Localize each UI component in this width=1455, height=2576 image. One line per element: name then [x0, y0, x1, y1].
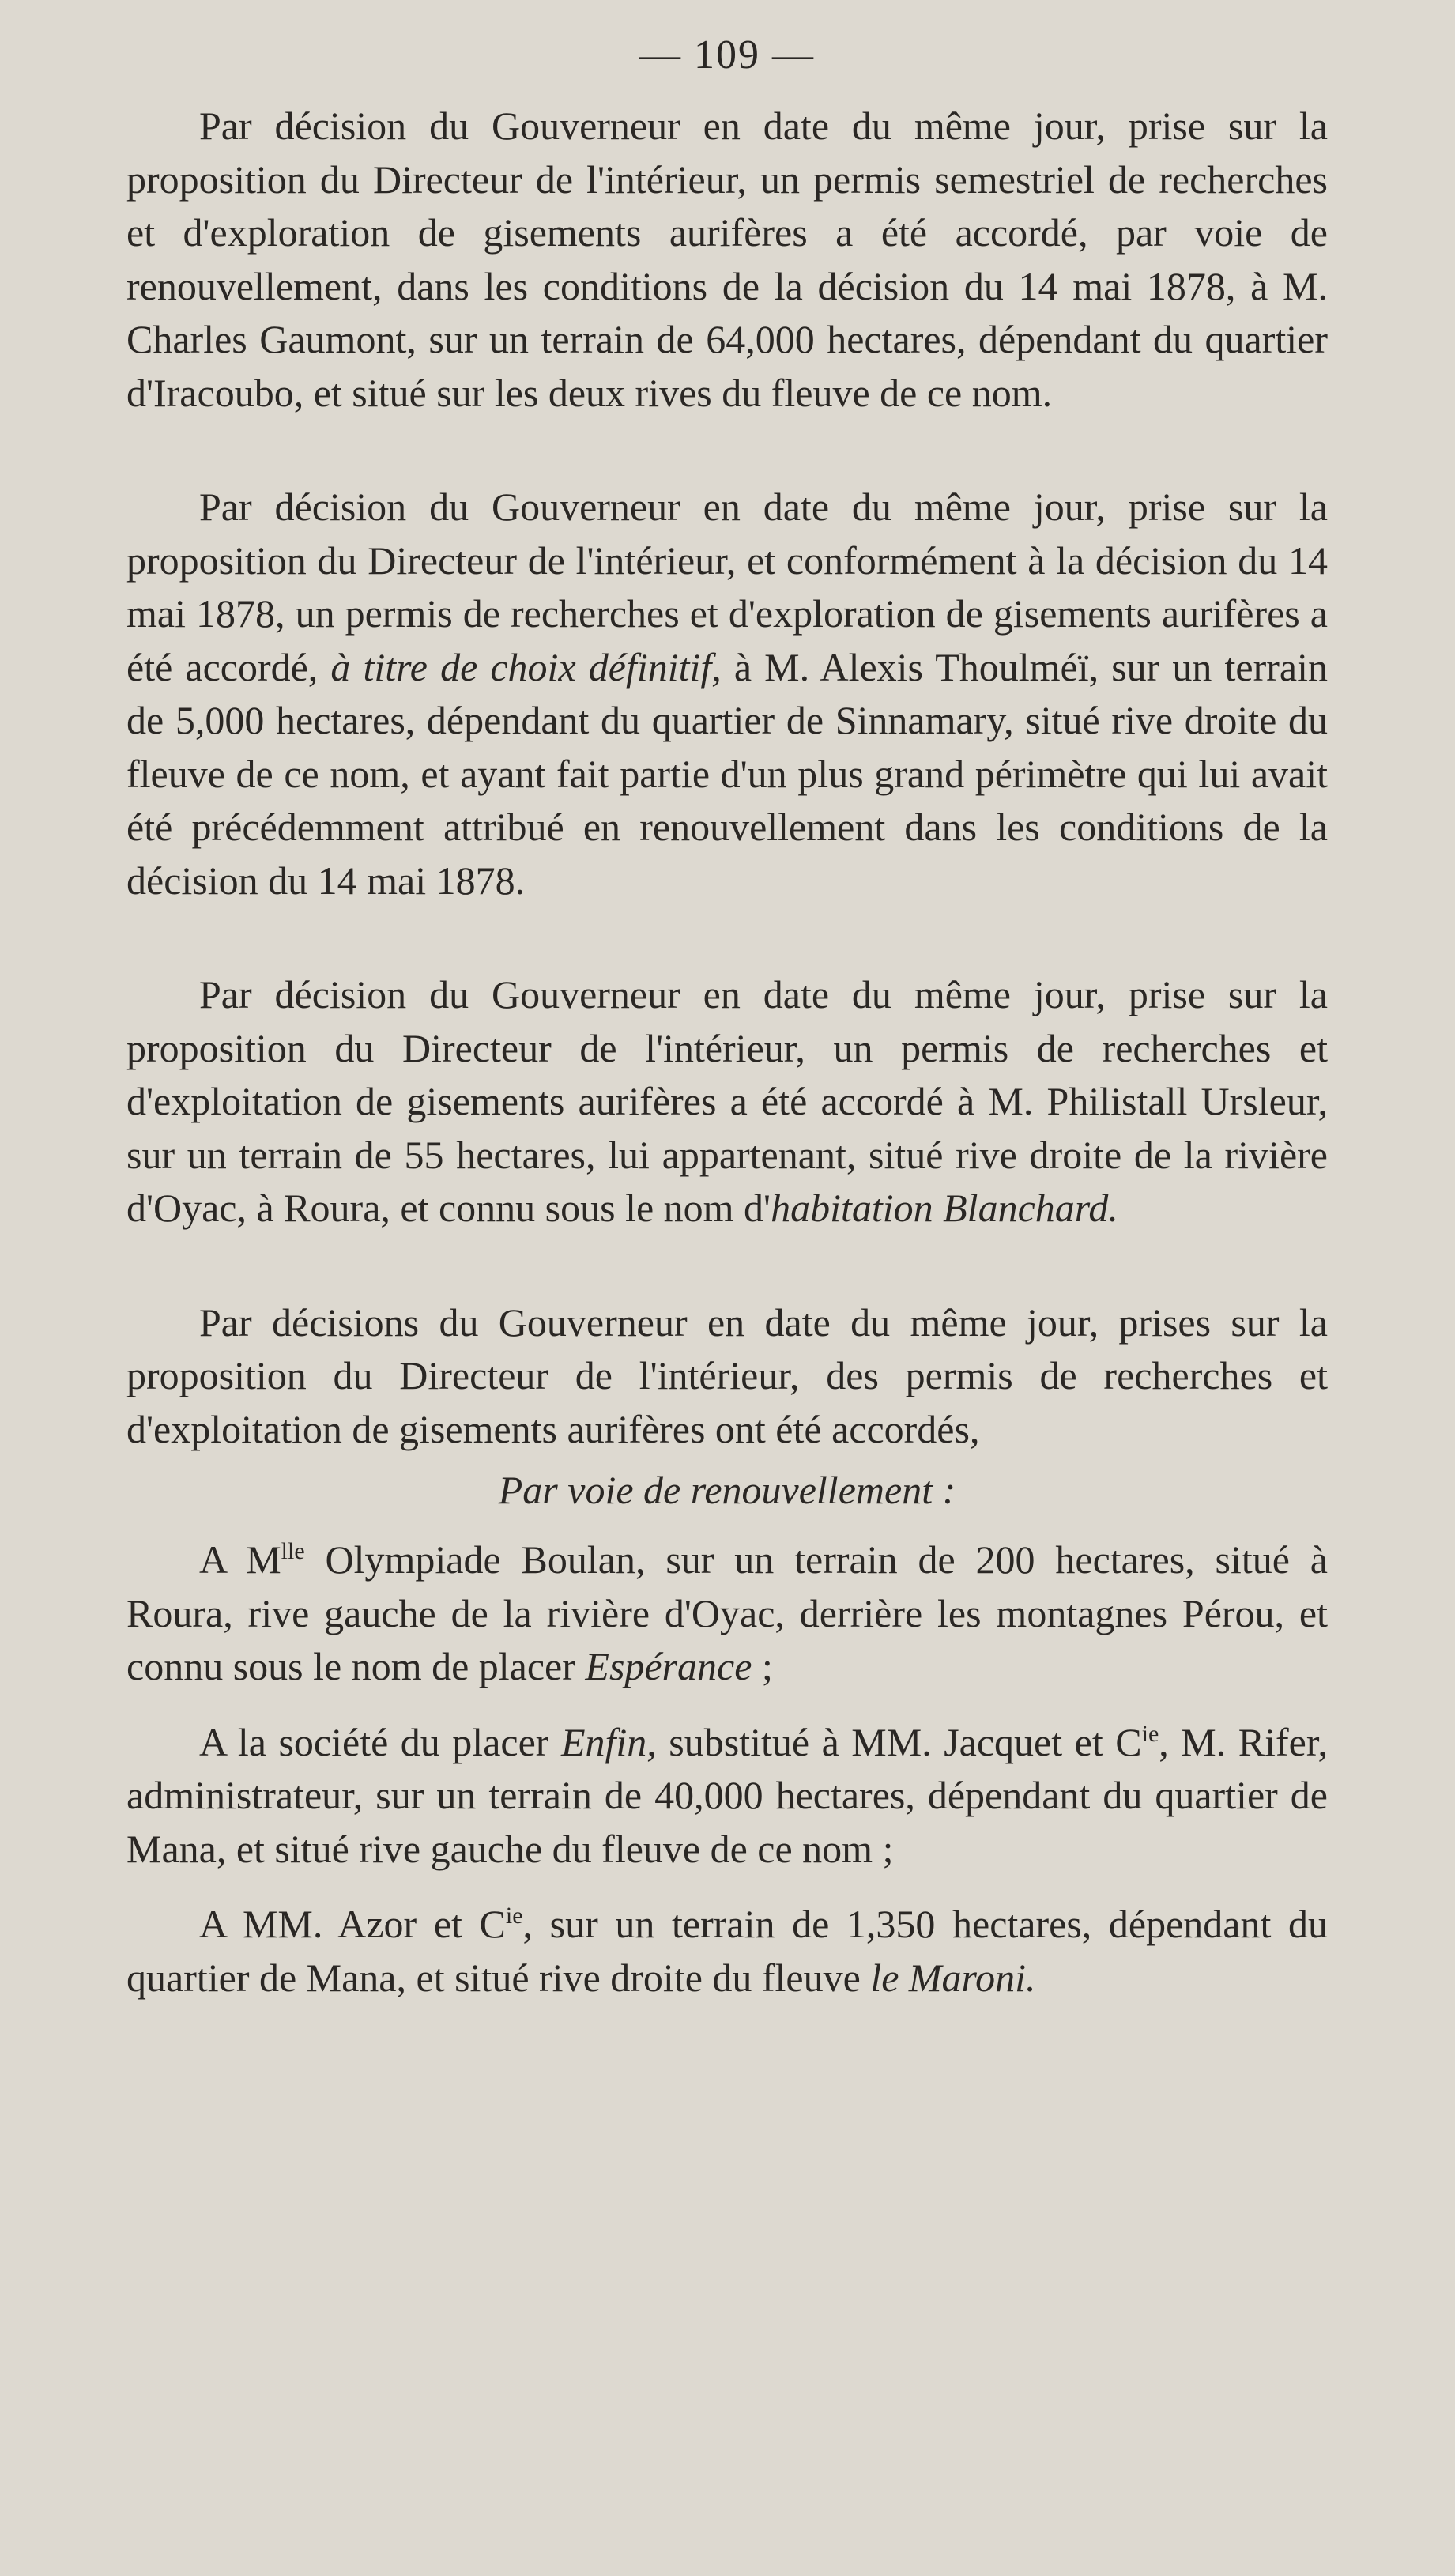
superscript: ie: [1141, 1720, 1159, 1747]
grant-text: , M. Rifer, administrateur, sur un terrain de 40,000 hectares, dépendant du quartier de Mana, et situé rive gauche du fleuve de ce nom ;: [126, 1719, 1328, 1871]
paragraph-thoulmei-permit: [126, 481, 1328, 907]
text-column: [126, 32, 1328, 2005]
grant-azor: [126, 1898, 1328, 2005]
grant-text: substitué à MM. Jacquet et C: [656, 1719, 1142, 1764]
grant-text: ;: [752, 1644, 773, 1688]
italic-phrase: Espérance: [585, 1644, 752, 1688]
paragraph-gaumont-permit: Par décision du Gouverneur en date du même jour, prise sur la proposition du Directeur de l'intérieur, un permis semestriel de recherches et d'exploration de gisements aurifères a été accordé, par voie de renouvellement, dans les conditions de la décision du 14 mai 1878, à M. Charles Gaumont, sur un terrain de 64,000 hectares, dépendant du quartier d'Iracoubo, et situé sur les deux rives du fleuve de ce nom.: [126, 104, 1328, 415]
italic-phrase: habitation Blanchard.: [771, 1186, 1118, 1230]
paragraph-text: à M. Alexis Thoulméï, sur un terrain de 5,000 hectares, dépendant du quartier de Sinnamary, situé rive droite du fleuve de ce nom, et ayant fait partie d'un plus grand périmètre qui lui avait été précédemment attribué en renouvellement dans les conditions de la décision du 14 mai 1878.: [126, 644, 1328, 903]
section-heading: Par voie de renouvellement :: [498, 1468, 956, 1512]
grant-text: Olympiade Boulan, sur un terrain de 200 hectares, situé à Roura, rive gauche de la rivière d'Oyac, derrière les montagnes Pérou, et connu sous le nom de placer: [126, 1537, 1328, 1688]
grant-societe-enfin: [126, 1716, 1328, 1876]
grant-text: A M: [199, 1537, 281, 1582]
superscript: ie: [505, 1903, 523, 1929]
superscript: lle: [281, 1538, 305, 1564]
paragraph-text: Par décision du Gouverneur en date du même jour, prise sur la proposition du Directeur de l'intérieur, et conformément à la décision du 14 mai 1878, un permis de recherches et d'exploration de gisements aurifères a été accordé,: [126, 485, 1328, 689]
grant-text: , sur un terrain de 1,350 hectares, dépendant du quartier de Mana, et situé rive droite du fleuve: [126, 1902, 1328, 2000]
grant-text: A la société du placer: [199, 1719, 561, 1764]
grant-text: A MM. Azor et C: [199, 1902, 506, 1946]
paragraph-multiple-permits: Par décisions du Gouverneur en date du même jour, prises sur la proposition du Directeur de l'intérieur, des permis de recherches et d'exploitation de gisements aurifères ont été accordés,: [126, 1299, 1328, 1451]
italic-phrase: Enfin,: [560, 1719, 657, 1764]
italic-phrase: à titre de choix définitif,: [330, 644, 722, 689]
page-number: — 109 —: [639, 32, 815, 77]
grant-boulan: [126, 1533, 1328, 1694]
italic-phrase: le Maroni.: [870, 1955, 1036, 2000]
paragraph-text: Par décision du Gouverneur en date du même jour, prise sur la proposition du Directeur de l'intérieur, un permis de recherches et d'exploitation de gisements aurifères a été accordé à M. Philistall Ursleur, sur un terrain de 55 hectares, lui appartenant, situé rive droite de la rivière d'Oyac, à Roura, et connu sous le nom d': [126, 972, 1328, 1230]
paragraph-ursleur-permit: [126, 968, 1328, 1235]
